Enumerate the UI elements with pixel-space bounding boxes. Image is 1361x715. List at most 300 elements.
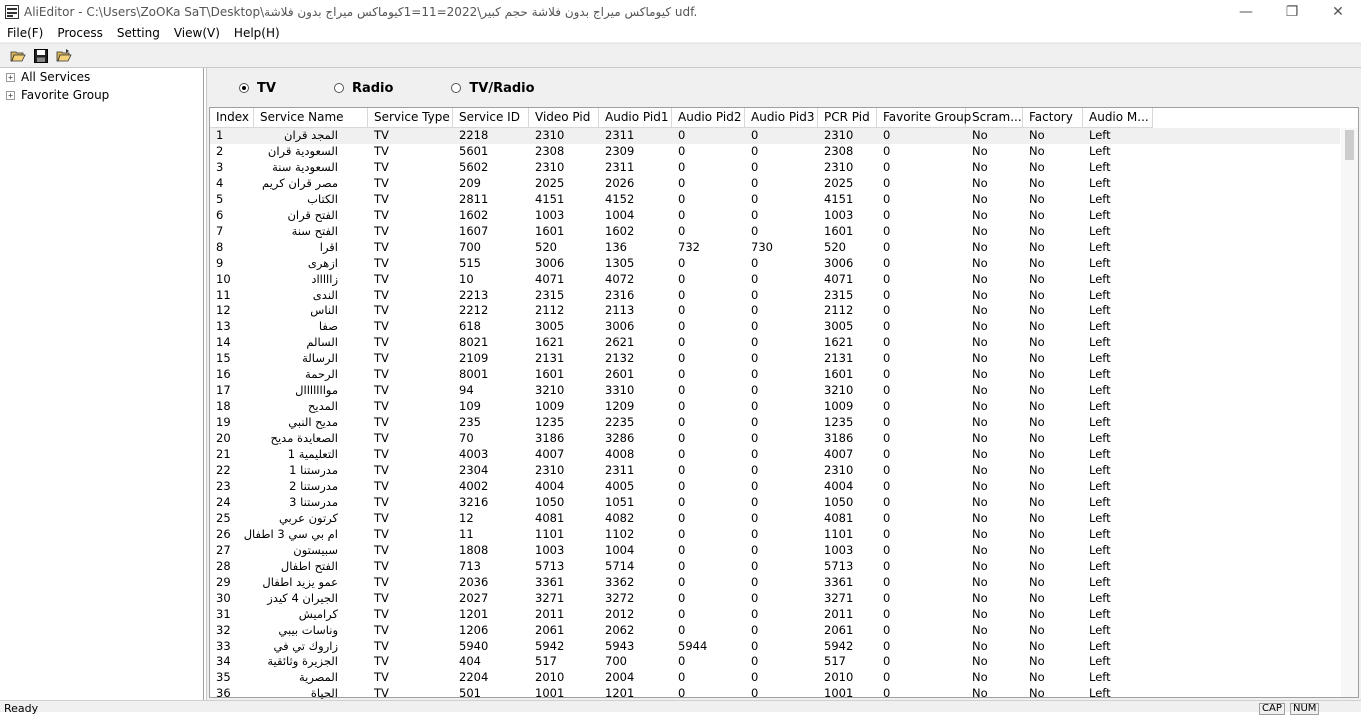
table-row[interactable] (210, 527, 1340, 543)
table-cell: No (1029, 271, 1045, 286)
table-cell: TV (374, 335, 389, 350)
table-cell: 0 (678, 463, 686, 478)
table-cell: 3361 (824, 574, 854, 589)
table-cell: Left (1089, 670, 1111, 685)
table-cell: 1 (216, 128, 224, 142)
menu-view[interactable]: View(V) (173, 25, 220, 40)
table-cell: No (1029, 463, 1045, 478)
table-cell: 2025 (824, 175, 854, 190)
open-folder-button[interactable] (6, 45, 29, 66)
column-header[interactable]: Audio Pid3 (745, 108, 818, 128)
minimize-button[interactable]: — (1239, 4, 1253, 20)
table-cell: 2311 (605, 463, 635, 478)
menu-file[interactable]: File(F) (7, 25, 44, 40)
table-cell: 2310 (824, 463, 854, 478)
table-cell: التعليمية 1 (287, 447, 338, 462)
tree-item-favorite-group[interactable] (0, 86, 203, 104)
table-cell: Left (1089, 463, 1111, 478)
table-cell: اقرا (319, 239, 338, 254)
table-cell: 0 (678, 558, 686, 573)
table-cell: 0 (678, 654, 686, 669)
table-row[interactable] (210, 559, 1340, 575)
table-row[interactable] (210, 479, 1340, 495)
table-row[interactable] (210, 351, 1340, 367)
table-cell: 3272 (605, 590, 635, 605)
table-cell: 0 (883, 335, 891, 350)
table-cell: Left (1089, 335, 1111, 350)
table-cell: No (972, 255, 988, 270)
table-cell: TV (374, 351, 389, 366)
table-cell: No (1029, 159, 1045, 174)
table-cell: 5602 (459, 159, 489, 174)
table-cell: 1621 (824, 335, 854, 350)
num-lock-indicator: NUM (1290, 703, 1319, 715)
table-row[interactable] (210, 288, 1340, 304)
table-cell: No (1029, 510, 1045, 525)
table-cell: 0 (751, 686, 759, 701)
table-cell: 732 (678, 239, 700, 254)
table-cell: Left (1089, 558, 1111, 573)
table-cell: TV (374, 415, 389, 430)
table-row[interactable] (210, 208, 1340, 224)
table-cell: 1305 (605, 255, 635, 270)
table-cell: No (1029, 686, 1045, 701)
table-cell: 2010 (824, 670, 854, 685)
table-cell: No (972, 494, 988, 509)
table-cell: 0 (678, 271, 686, 286)
table-cell: 2235 (605, 415, 635, 430)
table-row[interactable] (210, 128, 1340, 144)
table-cell: 515 (459, 255, 481, 270)
table-cell: 0 (883, 431, 891, 446)
table-cell: Left (1089, 143, 1111, 158)
table-cell: 0 (883, 510, 891, 525)
menu-setting[interactable]: Setting (116, 25, 160, 40)
table-cell: 2010 (535, 670, 565, 685)
table-cell: 2132 (605, 351, 635, 366)
menu-process[interactable]: Process (57, 25, 103, 40)
table-row[interactable] (210, 303, 1340, 319)
table-row[interactable] (210, 256, 1340, 272)
column-header[interactable]: Audio Pid1 (599, 108, 672, 128)
table-row[interactable] (210, 607, 1340, 623)
table-cell: No (1029, 255, 1045, 270)
table-cell: الحياة (310, 686, 338, 701)
table-cell: 0 (751, 510, 759, 525)
table-cell: TV (374, 383, 389, 398)
table-cell: 6 (216, 207, 224, 222)
table-cell: No (972, 447, 988, 462)
table-cell: No (1029, 590, 1045, 605)
table-cell: No (972, 335, 988, 350)
table-cell: 4007 (824, 447, 854, 462)
title-bar (0, 0, 1361, 24)
table-cell: No (972, 526, 988, 541)
table-cell: TV (374, 431, 389, 446)
table-cell: الرحمة (305, 367, 338, 382)
save-icon (33, 48, 49, 64)
table-cell: 0 (883, 143, 891, 158)
table-cell: 0 (678, 415, 686, 430)
table-cell: Left (1089, 686, 1111, 701)
table-cell: 1004 (605, 542, 635, 557)
table-cell: الندى (312, 287, 338, 302)
table-cell: No (972, 399, 988, 414)
table-cell: المديح (307, 399, 338, 414)
table-cell: No (972, 558, 988, 573)
expand-icon[interactable]: + (6, 91, 15, 100)
table-cell: TV (374, 287, 389, 302)
table-row[interactable] (210, 335, 1340, 351)
table-cell: No (1029, 399, 1045, 414)
table-cell: 4082 (605, 510, 635, 525)
table-cell: TV (374, 542, 389, 557)
table-cell: 1050 (824, 494, 854, 509)
table-cell: Left (1089, 351, 1111, 366)
table-row[interactable] (210, 415, 1340, 431)
table-row[interactable] (210, 543, 1340, 559)
column-header[interactable]: Favorite Group (877, 108, 966, 128)
table-cell: 2310 (535, 463, 565, 478)
table-cell: TV (374, 399, 389, 414)
table-cell: 4002 (459, 478, 489, 493)
table-cell: No (972, 431, 988, 446)
table-cell: 70 (459, 431, 474, 446)
table-cell: No (972, 303, 988, 318)
table-row[interactable] (210, 575, 1340, 591)
table-cell: 0 (883, 255, 891, 270)
table-cell: Left (1089, 159, 1111, 174)
table-cell: No (972, 351, 988, 366)
table-cell: TV (374, 191, 389, 206)
table-cell: No (1029, 526, 1045, 541)
table-cell: 0 (678, 526, 686, 541)
table-cell: No (1029, 223, 1045, 238)
table-row[interactable] (210, 240, 1340, 256)
table-row[interactable] (210, 367, 1340, 383)
table-cell: TV (374, 255, 389, 270)
close-button[interactable]: ✕ (1332, 4, 1344, 20)
table-cell: Left (1089, 303, 1111, 318)
table-cell: No (1029, 191, 1045, 206)
table-cell: 1601 (824, 367, 854, 382)
table-row[interactable] (210, 654, 1340, 670)
table-cell: No (1029, 478, 1045, 493)
column-header[interactable]: Service Name (254, 108, 368, 128)
column-header[interactable]: Audio Pid2 (672, 108, 745, 128)
table-cell: 4071 (535, 271, 565, 286)
radio-selected-icon (239, 83, 249, 93)
expand-icon[interactable]: + (6, 73, 15, 82)
table-cell: TV (374, 526, 389, 541)
table-cell: 2316 (605, 287, 635, 302)
table-cell: Left (1089, 255, 1111, 270)
table-row[interactable] (210, 495, 1340, 511)
table-cell: 1101 (535, 526, 565, 541)
table-cell: Left (1089, 526, 1111, 541)
table-cell: 4151 (824, 191, 854, 206)
table-cell: 0 (883, 558, 891, 573)
table-cell: TV (374, 175, 389, 190)
table-cell: 0 (883, 159, 891, 174)
radio-radio[interactable] (334, 81, 393, 96)
table-cell: 25 (216, 510, 231, 525)
column-header[interactable]: Service Type (368, 108, 453, 128)
table-row[interactable] (210, 192, 1340, 208)
table-cell: 13 (216, 319, 231, 334)
table-cell: موااااااال (295, 383, 338, 398)
table-cell: 0 (883, 606, 891, 621)
table-cell: 0 (678, 606, 686, 621)
column-header[interactable]: Index (210, 108, 254, 128)
column-header[interactable]: PCR Pid (818, 108, 877, 128)
table-cell: الفتح قران (287, 207, 338, 222)
table-row[interactable] (210, 639, 1340, 655)
table-cell: No (972, 287, 988, 302)
table-cell: 3 (216, 159, 224, 174)
table-cell: ازهرى (307, 255, 338, 270)
table-cell: 0 (751, 526, 759, 541)
table-cell: 1201 (605, 686, 635, 701)
table-row[interactable] (210, 319, 1340, 335)
table-row[interactable] (210, 176, 1340, 192)
table-cell: 0 (678, 431, 686, 446)
table-cell: 4071 (824, 271, 854, 286)
tree-item-all-services[interactable] (0, 68, 203, 86)
table-cell: 0 (751, 335, 759, 350)
table-cell: Left (1089, 478, 1111, 493)
table-cell: 2310 (824, 128, 854, 142)
table-cell: No (972, 670, 988, 685)
table-cell: No (1029, 319, 1045, 334)
table-cell: No (1029, 303, 1045, 318)
vertical-scrollbar[interactable] (1341, 128, 1358, 697)
table-cell: No (972, 128, 988, 142)
table-cell: 0 (751, 654, 759, 669)
table-cell: 1602 (459, 207, 489, 222)
table-cell: Left (1089, 367, 1111, 382)
scrollbar-thumb[interactable] (1345, 130, 1354, 160)
table-cell: Left (1089, 223, 1111, 238)
table-cell: 0 (751, 128, 759, 142)
table-row[interactable] (210, 160, 1340, 176)
table-cell: 2011 (824, 606, 854, 621)
table-cell: No (1029, 335, 1045, 350)
table-cell: 1009 (535, 399, 565, 414)
table-row[interactable] (210, 383, 1340, 399)
table-cell: No (972, 239, 988, 254)
radio-tv-radio[interactable] (451, 81, 534, 96)
table-cell: مدرستنا 1 (289, 463, 338, 478)
table-cell: 2012 (605, 606, 635, 621)
tree-item-label: All Services (21, 70, 91, 84)
table-cell: Left (1089, 415, 1111, 430)
table-cell: 10 (459, 271, 474, 286)
table-cell: 30 (216, 590, 231, 605)
table-cell: 4151 (535, 191, 565, 206)
table-cell: 2025 (535, 175, 565, 190)
table-row[interactable] (210, 224, 1340, 240)
table-cell: 0 (751, 271, 759, 286)
table-cell: 19 (216, 415, 231, 430)
table-cell: 11 (459, 526, 474, 541)
save-button[interactable] (29, 45, 52, 66)
table-cell: No (972, 542, 988, 557)
table-cell: 28 (216, 558, 231, 573)
table-cell: 3271 (535, 590, 565, 605)
table-cell: 4005 (605, 478, 635, 493)
table-row[interactable] (210, 447, 1340, 463)
table-cell: 2310 (535, 159, 565, 174)
table-cell: No (972, 223, 988, 238)
table-cell: 0 (883, 271, 891, 286)
table-cell: No (972, 207, 988, 222)
table-cell: 1601 (824, 223, 854, 238)
table-row[interactable] (210, 399, 1340, 415)
table-cell: 713 (459, 558, 481, 573)
table-cell: السالم (306, 335, 338, 350)
table-cell: No (1029, 670, 1045, 685)
table-cell: 9 (216, 255, 224, 270)
table-cell: 0 (883, 128, 891, 142)
status-bar (0, 700, 1361, 715)
table-cell: Left (1089, 207, 1111, 222)
column-header[interactable]: Video Pid (529, 108, 599, 128)
table-cell: 3310 (605, 383, 635, 398)
table-cell: No (1029, 287, 1045, 302)
table-cell: الجزيرة وثائقية (267, 654, 338, 669)
table-cell: 2311 (605, 128, 635, 142)
table-cell: 2062 (605, 622, 635, 637)
table-cell: 2131 (535, 351, 565, 366)
table-cell: No (1029, 351, 1045, 366)
table-cell: Left (1089, 590, 1111, 605)
table-row[interactable] (210, 511, 1340, 527)
table-cell: 0 (751, 383, 759, 398)
table-row[interactable] (210, 463, 1340, 479)
menu-bar (0, 24, 1361, 43)
table-cell: 15 (216, 351, 231, 366)
open-file-button[interactable] (52, 45, 75, 66)
maximize-button[interactable]: ❐ (1285, 4, 1299, 20)
table-cell: الصعايدة مديح (270, 431, 338, 446)
table-cell: 0 (883, 223, 891, 238)
table-cell: 517 (535, 654, 557, 669)
table-cell: 2213 (459, 287, 489, 302)
table-cell: 0 (678, 399, 686, 414)
table-row[interactable] (210, 591, 1340, 607)
table-cell: 35 (216, 670, 231, 685)
table-cell: 1201 (459, 606, 489, 621)
table-cell: 0 (883, 207, 891, 222)
table-cell: 12 (459, 510, 474, 525)
table-cell: 14 (216, 335, 231, 350)
table-row[interactable] (210, 144, 1340, 160)
table-cell: 3006 (605, 319, 635, 334)
table-cell: 1621 (535, 335, 565, 350)
table-row[interactable] (210, 623, 1340, 639)
table-cell: 0 (678, 159, 686, 174)
table-cell: 0 (751, 431, 759, 446)
table-cell: 8021 (459, 335, 489, 350)
table-cell: 0 (751, 399, 759, 414)
table-cell: 235 (459, 415, 481, 430)
table-cell: TV (374, 447, 389, 462)
table-cell: TV (374, 271, 389, 286)
table-cell: TV (374, 686, 389, 701)
table-cell: 0 (751, 670, 759, 685)
table-cell: 0 (751, 638, 759, 653)
table-cell: الرسالة (302, 351, 338, 366)
table-cell: المصرية (298, 670, 338, 685)
table-cell: 2212 (459, 303, 489, 318)
services-table[interactable] (209, 107, 1359, 701)
table-cell: 0 (678, 335, 686, 350)
table-cell: 730 (751, 239, 773, 254)
table-cell: كراميش (298, 606, 338, 621)
table-cell: 5942 (824, 638, 854, 653)
table-cell: الكتاب (307, 191, 338, 206)
table-cell: No (1029, 128, 1045, 142)
table-cell: 0 (883, 351, 891, 366)
table-cell: 5943 (605, 638, 635, 653)
table-cell: 1808 (459, 542, 489, 557)
table-cell: 4007 (535, 447, 565, 462)
table-cell: TV (374, 574, 389, 589)
table-cell: صفا (318, 319, 338, 334)
table-cell: 0 (678, 303, 686, 318)
table-cell: 0 (883, 654, 891, 669)
table-cell: 0 (751, 478, 759, 493)
table-cell: 36 (216, 686, 231, 701)
table-row[interactable] (210, 431, 1340, 447)
table-cell: سبيستون (293, 542, 338, 557)
table-row[interactable] (210, 272, 1340, 288)
table-cell: 0 (883, 239, 891, 254)
table-cell: زاروك تي في (273, 638, 338, 653)
column-header[interactable]: Audio M... (1083, 108, 1153, 128)
table-cell: No (1029, 207, 1045, 222)
table-cell: 27 (216, 542, 231, 557)
table-cell: 2308 (824, 143, 854, 158)
table-cell: 0 (678, 223, 686, 238)
table-cell: No (972, 175, 988, 190)
radio-tv[interactable] (239, 81, 276, 96)
table-cell: 0 (678, 447, 686, 462)
table-cell: 0 (883, 622, 891, 637)
table-cell: 0 (883, 319, 891, 334)
table-cell: No (972, 383, 988, 398)
table-cell: 4081 (824, 510, 854, 525)
menu-help[interactable]: Help(H) (233, 25, 280, 40)
table-row[interactable] (210, 670, 1340, 686)
table-cell: 2112 (535, 303, 565, 318)
table-cell: 0 (678, 255, 686, 270)
table-cell: 32 (216, 622, 231, 637)
table-cell: 0 (678, 510, 686, 525)
column-header[interactable]: Scram... (966, 108, 1023, 128)
table-cell: 0 (678, 542, 686, 557)
column-header[interactable]: Factory (1023, 108, 1083, 128)
table-cell: 0 (883, 303, 891, 318)
radio-label: Radio (351, 80, 394, 96)
table-cell: 5942 (535, 638, 565, 653)
table-cell: 0 (883, 367, 891, 382)
column-header[interactable]: Service ID (453, 108, 529, 128)
table-cell: No (1029, 542, 1045, 557)
table-cell: 0 (678, 478, 686, 493)
table-cell: 2004 (605, 670, 635, 685)
